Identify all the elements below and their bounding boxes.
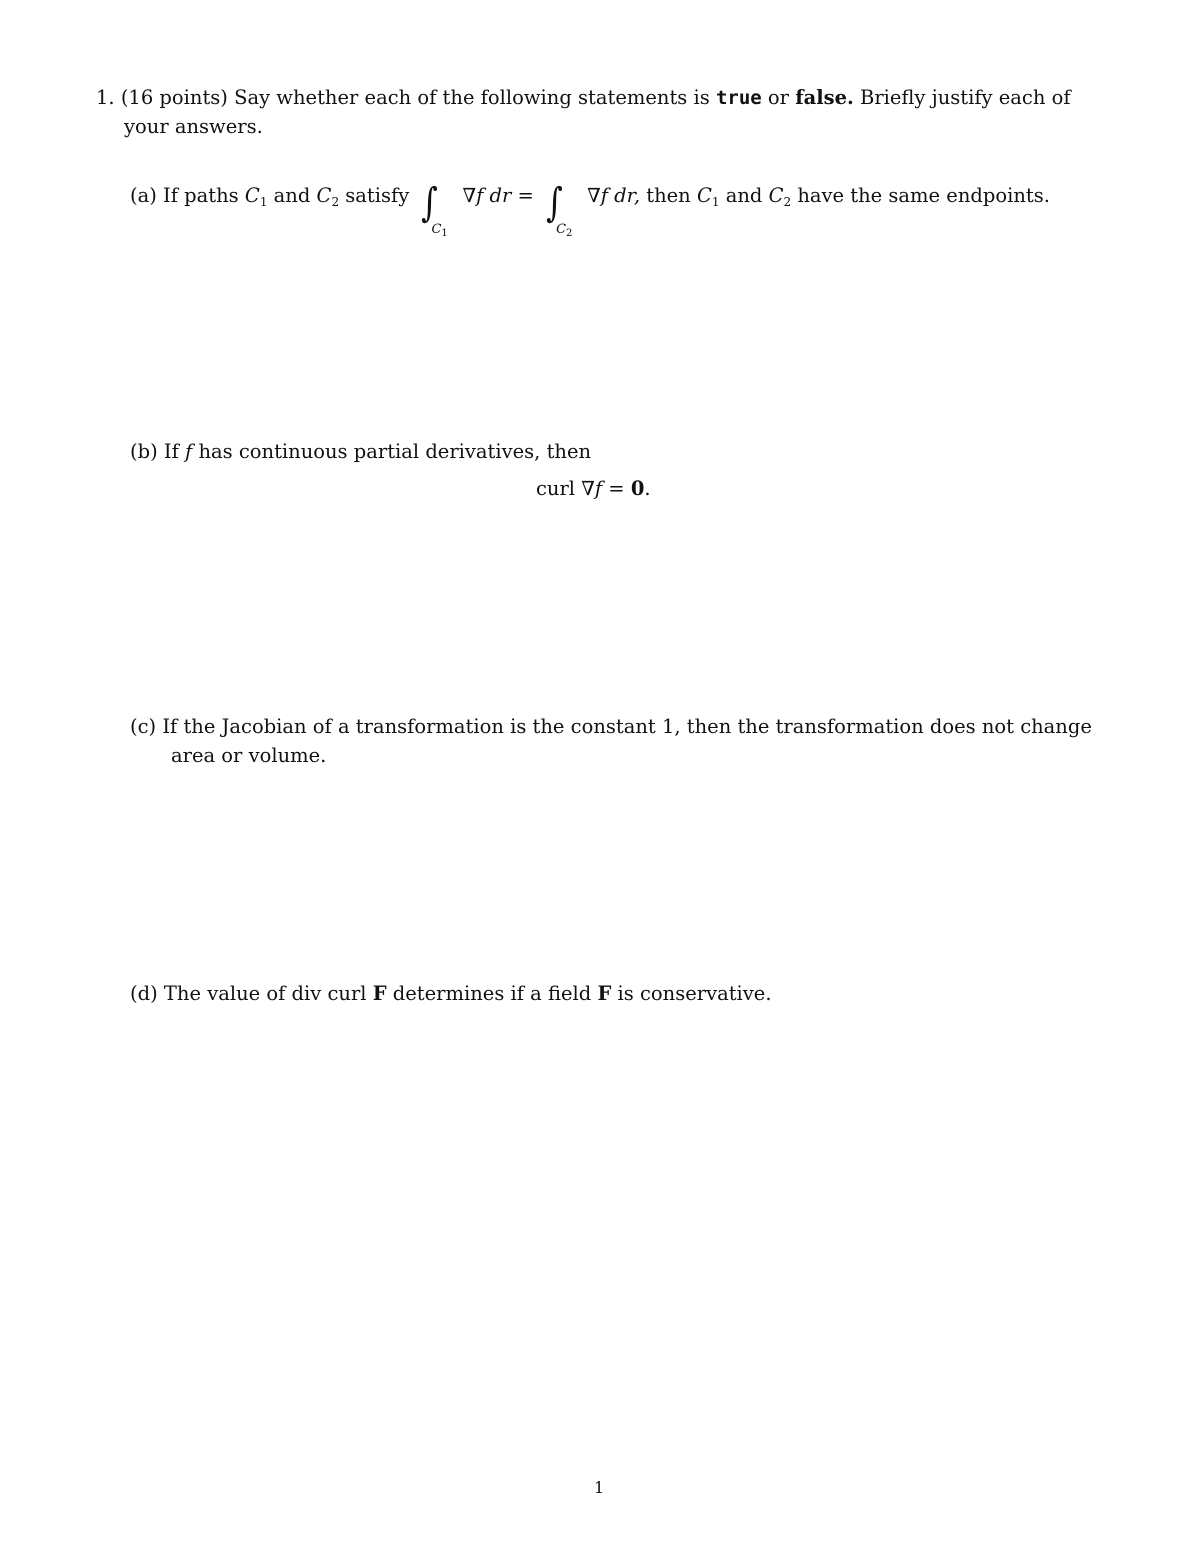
c2-symbol-2: $C_2$: [768, 184, 792, 209]
part-d-text3: is conservative.: [617, 982, 772, 1005]
problem-intro: Say whether each of the following statements is: [234, 86, 710, 109]
part-d-label: (d): [130, 982, 158, 1005]
part-d-text2: determines if a field: [392, 982, 592, 1005]
part-d: [130, 982, 772, 1005]
satisfy-word: satisfy: [345, 184, 410, 207]
F-symbol: F: [372, 982, 387, 1005]
part-a: [130, 180, 1050, 239]
F-symbol-2: F: [597, 982, 612, 1005]
formula-f: f: [594, 477, 603, 500]
part-a-text: If paths: [163, 184, 239, 207]
c1-symbol-2: $C_1$: [696, 184, 720, 209]
part-c-line1: [130, 715, 1092, 738]
true-word: true: [715, 87, 762, 109]
part-c-line2: area or volume.: [171, 744, 327, 767]
part-a-end: have the same endpoints.: [797, 184, 1050, 207]
part-b-if: If: [163, 440, 179, 463]
problem-intro-after: Briefly justify each of: [860, 86, 1071, 109]
zero-vector: 0: [630, 477, 645, 500]
problem-header-line1: [96, 86, 1071, 109]
integrand-2: ∇f dr,: [587, 184, 641, 207]
part-b: [130, 440, 591, 463]
part-c-label: (c): [130, 715, 157, 738]
problem-number: 1.: [96, 86, 115, 109]
part-b-text: has continuous partial derivatives, then: [198, 440, 592, 463]
formula-eq: =: [608, 477, 625, 500]
then-word: then: [646, 184, 691, 207]
part-c-text: If the Jacobian of a transformation is the constant 1, then the transformation does not change: [162, 715, 1092, 738]
formula-period: .: [644, 477, 651, 500]
f-symbol: f: [185, 440, 193, 463]
part-a-label: (a): [130, 184, 157, 207]
problem-header-line2: your answers.: [124, 115, 263, 138]
and-word-2: and: [725, 184, 763, 207]
curl-grad: curl ∇: [536, 477, 595, 500]
false-word: false.: [795, 86, 854, 109]
part-b-label: (b): [130, 440, 158, 463]
problem-points: (16 points): [120, 86, 228, 109]
part-d-text1: The value of div curl: [163, 982, 367, 1005]
c1-symbol: $C_1$: [244, 184, 268, 209]
part-b-formula: [536, 477, 651, 500]
integral-c1: ∫ $C_1$: [421, 180, 448, 239]
c2-symbol: $C_2$: [316, 184, 340, 209]
or-word: or: [767, 86, 789, 109]
integral-c2: ∫ $C_2$: [546, 180, 573, 239]
and-word: and: [273, 184, 311, 207]
page-number: 1: [594, 1478, 605, 1497]
integrand-1: ∇f dr =: [462, 184, 534, 207]
